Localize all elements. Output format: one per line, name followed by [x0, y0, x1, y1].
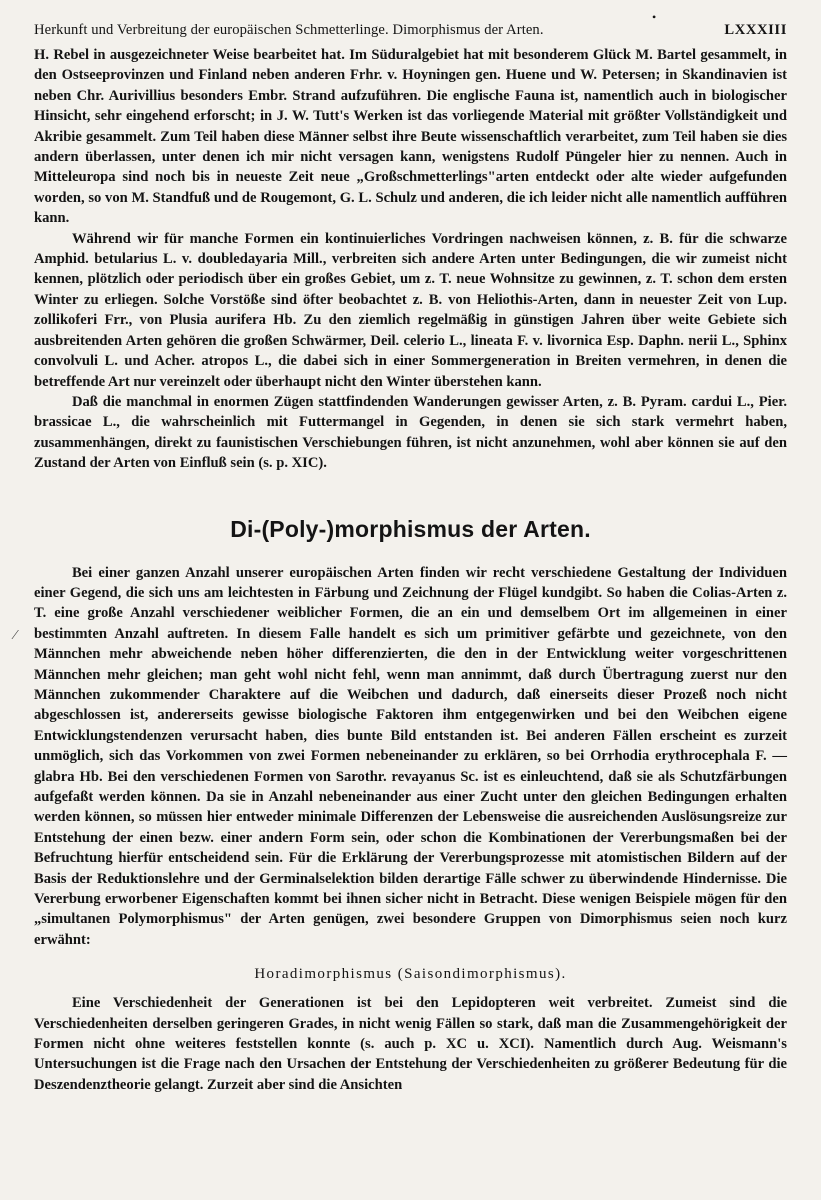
page-number: LXXXIII: [724, 22, 787, 38]
horadimorphism-section: [34, 993, 787, 1095]
paragraph: Während wir für manche Formen ein kontinuierliches Vordringen nachweisen können, z. B. für die schwarze Amphid. betularius L. v. doubledayaria Mill., verbreiten sich andere Arten unter Bedingungen, die wir zumeist nicht kennen, plötzlich oder periodisch über ein großes Gebiet, um z. T. neue Wohnsitze zu gewinnen, z. T. schon dem ersten Winter zu erliegen. Solche Vorstöße sind öfter beobachtet z. B. von Heliothis-Arten, dann in neuester Zeit von Lup. zollikoferi Frr., von Plusia aurifera Hb. Zu den ziemlich regelmäßig in günstigen Jahren über weite Gebiete sich ausbreitenden Arten gehören die großen Schwärmer, Deil. celerio L., lineata F. v. livornica Esp. Daphn. nerii L., Sphinx convolvuli L. und Acher. atropos L., die dabei sich in einer Sommergeneration in Breiten vermehren, in denen die betreffende Art nur vereinzelt oder überhaupt nicht den Winter überstehen kann.: [34, 230, 787, 390]
ink-dot: •: [652, 10, 657, 24]
section-continuation: [34, 45, 787, 474]
running-header: [34, 22, 787, 39]
paragraph: Eine Verschiedenheit der Generationen ist bei den Lepidopteren weit verbreitet. Zumeist sind die Verschiedenheiten derselben geringeren Grades, in nicht wenig Fällen so stark, daß man die Zusammengehörigkeit der Formen nicht ohne weiteres feststellen konnte (s. auch p. XC u. XCI). Namentlich durch Aug. Weismann's Untersuchungen ist die Frage nach den Ursachen der Entstehung der Verschiedenheiten zu größerer Bedeutung für die Deszendenztheorie gelangt. Zurzeit aber sind die Ansichten: [34, 995, 787, 1093]
polymorphism-section: [34, 563, 787, 951]
paragraph: H. Rebel in ausgezeichneter Weise bearbeitet hat. Im Süduralgebiet hat mit besonderem Glück M. Bartel gesammelt, in den Ostseeprovinzen und Finland neben anderen Frhr. v. Hoyningen gen. Huene und W. Petersen; in Skandinavien ist neben Chr. Aurivillius besonders Embr. Strand aufzuführen. Die englische Fauna ist, namentlich auch in biologischer Hinsicht, sehr eingehend erforscht; in J. W. Tutt's Werken ist das vorliegende Material mit größter Vollständigkeit und Akribie gesammelt. Zum Teil haben diese Männer selbst ihre Beute wissenschaftlich verarbeitet, zum Teil haben sie dies andern überlassen, unter denen ich mir nicht versagen kann, wenigstens Rudolf Püngeler hier zu nennen. Auch in Mitteleuropa sind noch bis in neueste Zeit neue „Großschmetterlings"arten entdeckt oder alte wieder aufgefunden worden, so von M. Standfuß und de Rougemont, G. L. Schulz und anderen, die ich leider nicht alle namentlich aufführen kann.: [34, 47, 787, 227]
section-title: Di-(Poly-)morphismus der Arten.: [230, 515, 591, 542]
running-title: Herkunft und Verbreitung der europäischen Schmetterlinge. Dimorphismus der Arten.: [34, 22, 544, 38]
subheading: Horadimorphismus (Saisondimorphismus).: [254, 966, 567, 983]
paragraph: Bei einer ganzen Anzahl unserer europäischen Arten finden wir recht verschiedene Gestaltung der Individuen einer Gegend, die sich uns am leichtesten in Färbung und Zeichnung der Flügel kundgibt. So haben die Colias-Arten z. T. eine große Anzahl verschiedener weiblicher Formen, die an ein und demselbem Ort im allgemeinen in einer bestimmten Anzahl auftreten. In diesem Falle handelt es sich um primitiver gefärbte und gezeichnete, von den Männchen mehr abweichende neben höher differenzierten, die den in der Entwicklung weiter vorgeschrittenen Männchen mehr gleichen; man geht wohl nicht fehl, wenn man annimmt, daß durch Übertragung zuerst nur den Männchen zukommender Charaktere auf die Weibchen und dadurch, daß einerseits dieser Prozeß noch nicht abgeschlossen ist, andererseits gewisse biologische Faktoren ihm entgegenwirken und bei den Weibchen eigene Entwicklungstendenzen verursacht haben, dies bunte Bild entstanden ist. Bei anderen Fällen erscheint es zurzeit unmöglich, sich das Vorkommen von zwei Formen nebeneinander zu erklären, so bei Orrhodia erythrocephala F. — glabra Hb. Bei den verschiedenen Formen von Sarothr. revayanus Sc. ist es einleuchtend, daß sie als Schutzfärbungen aufgefaßt werden können. Da sie in Anzahl nebeneinander aus einer Zucht unter den gleichen Bedingungen erhalten werden können, so müssen hier entweder minimale Differenzen der Lebensweise die ausreichenden Auslösungsreize zur Entstehung der einen bezw. einer andern Form sein, oder schon die Kombinationen der Vererbungsmaßen bei der Befruchtung hierfür entscheidend sein. Für die Erklärung der Vererbungsprozesse mit atomistischen Bildern auf der Basis der Reduktionslehre und der Germinalselektion bilden derartige Fälle schwer zu überwindende Hindernisse. Die Vererbung erworbener Eigenschaften kommt bei ihnen sicher nicht in Betracht. Diese wenigen Beispiele mögen für den „simultanen Polymorphismus" der Arten genügen, zwei besondere Gruppen von Dimorphismus seien noch kurz erwähnt:: [34, 564, 787, 948]
paragraph: Daß die manchmal in enormen Zügen stattfindenden Wanderungen gewisser Arten, z. B. Pyram. cardui L., Pier. brassicae L., die wahrscheinlich mit Futtermangel in Gegenden, in denen sie sich stark vermehrt haben, zusammenhängen, direkt zu faunistischen Verschiebungen führen, ist nicht anzunehmen, wohl aber können sie auf den Zustand der Arten von Einfluß sein (s. p. XIC).: [34, 393, 787, 472]
margin-pencil-mark: ⁄: [14, 628, 17, 643]
